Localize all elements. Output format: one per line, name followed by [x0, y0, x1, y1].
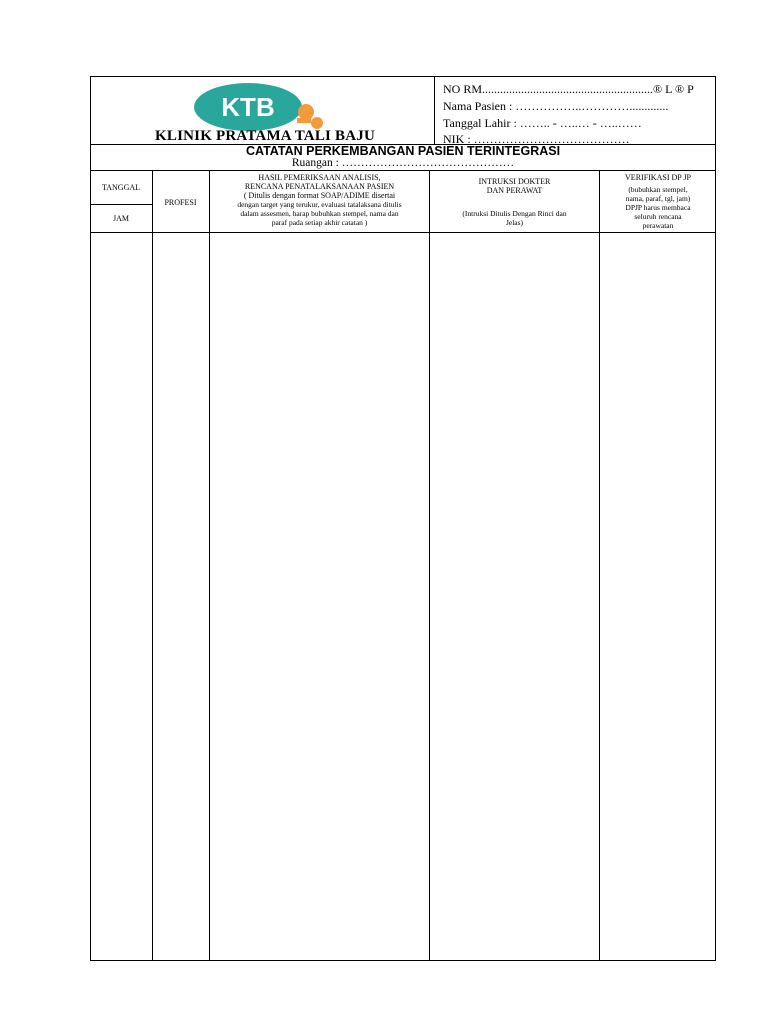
clinic-name: KLINIK PRATAMA TALI BAJU: [155, 128, 375, 144]
nama-pasien-field[interactable]: Nama Pasien : ……………..………….............: [443, 99, 669, 113]
header-hasil-line: paraf pada setiap akhir catatan ): [271, 218, 368, 227]
header-instruksi-line: DAN PERAWAT: [486, 186, 543, 195]
no-rm-field[interactable]: NO RM.........................................................® L ® P: [443, 82, 694, 96]
tanggal-jam-divider: [90, 204, 152, 205]
header-divider: [434, 76, 435, 145]
hasil-column-cell[interactable]: [210, 233, 429, 960]
header-instruksi: [430, 177, 599, 227]
header-verifikasi-line: seluruh rencana: [634, 212, 682, 221]
tanggal-lahir-field[interactable]: Tanggal Lahir : …….. - …..… - …..……: [443, 116, 642, 130]
instruksi-column-cell[interactable]: [430, 233, 599, 960]
header-hasil-line: dengan target yang terukur, evaluasi tatalaksana ditulis: [237, 200, 402, 209]
header-instruksi-line: INTRUKSI DOKTER: [478, 177, 551, 186]
profesi-column-cell[interactable]: [153, 233, 209, 960]
title-bottom-line: [90, 170, 716, 171]
header-hasil-line: ( Ditulis dengan format SOAP/ADIME disertai: [243, 191, 396, 200]
ktb-logo: [193, 82, 333, 134]
header-instruksi-line: Jelas): [505, 218, 524, 227]
header-hasil-line: dalam assesmen, harap bubuhkan stempel, nama dan: [240, 209, 399, 218]
form-title: CATATAN PERKEMBANGAN PASIEN TERINTEGRASI: [245, 144, 561, 158]
header-verifikasi-line: DPJP harus membaca: [625, 203, 691, 212]
header-tanggal: TANGGAL: [101, 183, 141, 192]
header-hasil-line: HASIL PEMERIKSAAN ANALISIS,: [258, 173, 381, 182]
nik-field[interactable]: NIK : …………………………………: [443, 132, 630, 146]
header-verifikasi-line: VERIFIKASI DP JP: [625, 173, 691, 182]
header-profesi: PROFESI: [164, 198, 197, 207]
header-hasil-line: RENCANA PENATALAKSANAAN PASIEN: [244, 182, 395, 191]
header-hasil-pemeriksaan: [210, 173, 429, 227]
header-verifikasi-line: perawatan: [642, 221, 674, 230]
header-instruksi-line: (Intruksi Ditulis Dengan Rinci dan: [462, 209, 567, 218]
header-verifikasi-line: (bubuhkan stempel,: [628, 185, 688, 194]
header-jam: JAM: [112, 214, 129, 223]
header-verifikasi: [600, 173, 716, 230]
tanggal-jam-column-cell[interactable]: [91, 233, 152, 960]
logo-text: KTB: [221, 92, 275, 122]
verifikasi-column-cell[interactable]: [600, 233, 715, 960]
header-verifikasi-line: nama, paraf, tgl, jam): [625, 194, 691, 203]
ruangan-field[interactable]: Ruangan : ………………………………………: [291, 157, 515, 169]
